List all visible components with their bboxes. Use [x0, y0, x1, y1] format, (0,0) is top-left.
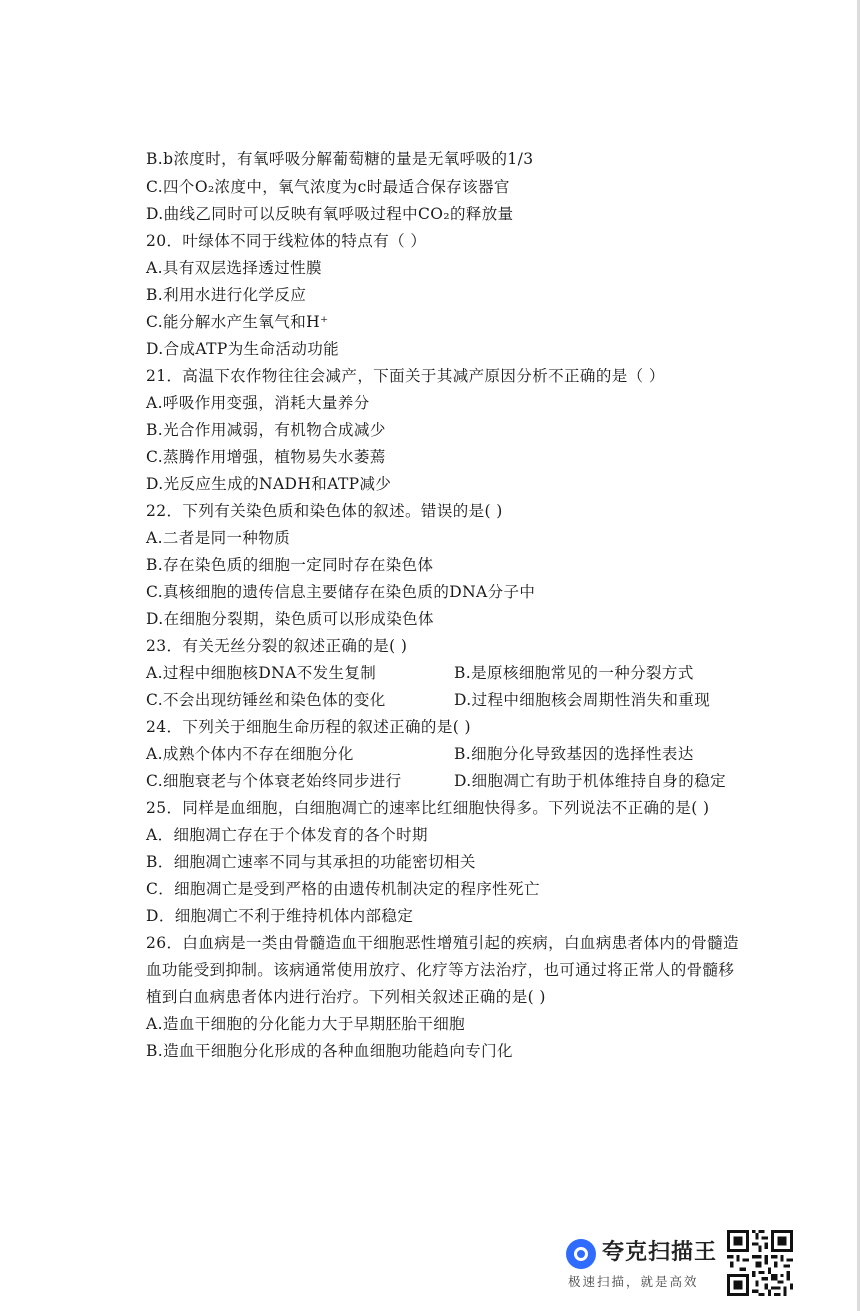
- q20-option-c: C.能分解水产生氧气和H⁺: [146, 313, 329, 331]
- question-26-line-3: 植到白血病患者体内进行治疗。下列相关叙述正确的是( ): [146, 988, 546, 1006]
- question-26-line-2: 血功能受到抑制。该病通常使用放疗、化疗等方法治疗，也可通过将正常人的骨髓移: [146, 961, 735, 979]
- scanner-logo-icon: [566, 1239, 596, 1269]
- question-24: 24．下列关于细胞生命历程的叙述正确的是( ): [146, 718, 471, 736]
- q19-option-d: D.曲线乙同时可以反映有氧呼吸过程中CO₂的释放量: [146, 205, 514, 223]
- q23-option-d: D.过程中细胞核会周期性消失和重现: [454, 691, 711, 709]
- q20-option-b: B.利用水进行化学反应: [146, 286, 307, 304]
- question-23: 23．有关无丝分裂的叙述正确的是( ): [146, 637, 408, 655]
- q24-option-b: B.细胞分化导致基因的选择性表达: [454, 745, 694, 763]
- q23-option-b: B.是原核细胞常见的一种分裂方式: [454, 664, 694, 682]
- q21-option-a: A.呼吸作用变强，消耗大量养分: [146, 394, 370, 412]
- q22-option-d: D.在细胞分裂期，染色质可以形成染色体: [146, 610, 434, 628]
- q21-option-c: C.蒸腾作用增强，植物易失水萎蔫: [146, 448, 386, 466]
- qr-code-icon: [727, 1230, 793, 1296]
- q24-option-a: A.成熟个体内不存在细胞分化: [146, 745, 354, 763]
- q26-option-b: B.造血干细胞分化形成的各种血细胞功能趋向专门化: [146, 1042, 513, 1060]
- q21-option-d: D.光反应生成的NADH和ATP减少: [146, 475, 392, 493]
- watermark-slogan: 极速扫描，就是高效: [568, 1274, 699, 1289]
- question-25: 25．同样是血细胞，白细胞凋亡的速率比红细胞快得多。下列说法不正确的是( ): [146, 799, 710, 817]
- q25-option-b: B．细胞凋亡速率不同与其承担的功能密切相关: [146, 853, 476, 871]
- q21-option-b: B.光合作用减弱，有机物合成减少: [146, 421, 386, 439]
- question-22: 22．下列有关染色质和染色体的叙述。错误的是( ): [146, 502, 503, 520]
- question-21: 21．高温下农作物往往会减产，下面关于其减产原因分析不正确的是（ ）: [146, 367, 665, 385]
- q26-option-a: A.造血干细胞的分化能力大于早期胚胎干细胞: [146, 1015, 466, 1033]
- question-26-line-1: 26．白血病是一类由骨髓造血干细胞恶性增殖引起的疾病，白血病患者体内的骨髓造: [146, 934, 739, 952]
- q22-option-a: A.二者是同一种物质: [146, 529, 291, 547]
- question-20: 20．叶绿体不同于线粒体的特点有（ ）: [146, 232, 427, 250]
- q24-option-c: C.细胞衰老与个体衰老始终同步进行: [146, 772, 402, 790]
- q19-option-c: C.四个O₂浓度中，氧气浓度为c时最适合保存该器官: [146, 178, 510, 196]
- q25-option-c: C．细胞凋亡是受到严格的由遗传机制决定的程序性死亡: [146, 880, 540, 898]
- watermark-brand: 夸克扫描王: [602, 1240, 718, 1265]
- q22-option-c: C.真核细胞的遗传信息主要储存在染色质的DNA分子中: [146, 583, 536, 601]
- q20-option-a: A.具有双层选择透过性膜: [146, 259, 322, 277]
- q25-option-a: A．细胞凋亡存在于个体发育的各个时期: [146, 826, 428, 844]
- q23-option-c: C.不会出现纺锤丝和染色体的变化: [146, 691, 386, 709]
- q22-option-b: B.存在染色质的细胞一定同时存在染色体: [146, 556, 434, 574]
- q23-option-a: A.过程中细胞核DNA不发生复制: [146, 664, 377, 682]
- q24-option-d: D.细胞凋亡有助于机体维持自身的稳定: [454, 772, 727, 790]
- q25-option-d: D．细胞凋亡不利于维持机体内部稳定: [146, 907, 414, 925]
- q19-option-b: B.b浓度时，有氧呼吸分解葡萄糖的量是无氧呼吸的1/3: [146, 150, 534, 168]
- q20-option-d: D.合成ATP为生命活动功能: [146, 340, 340, 358]
